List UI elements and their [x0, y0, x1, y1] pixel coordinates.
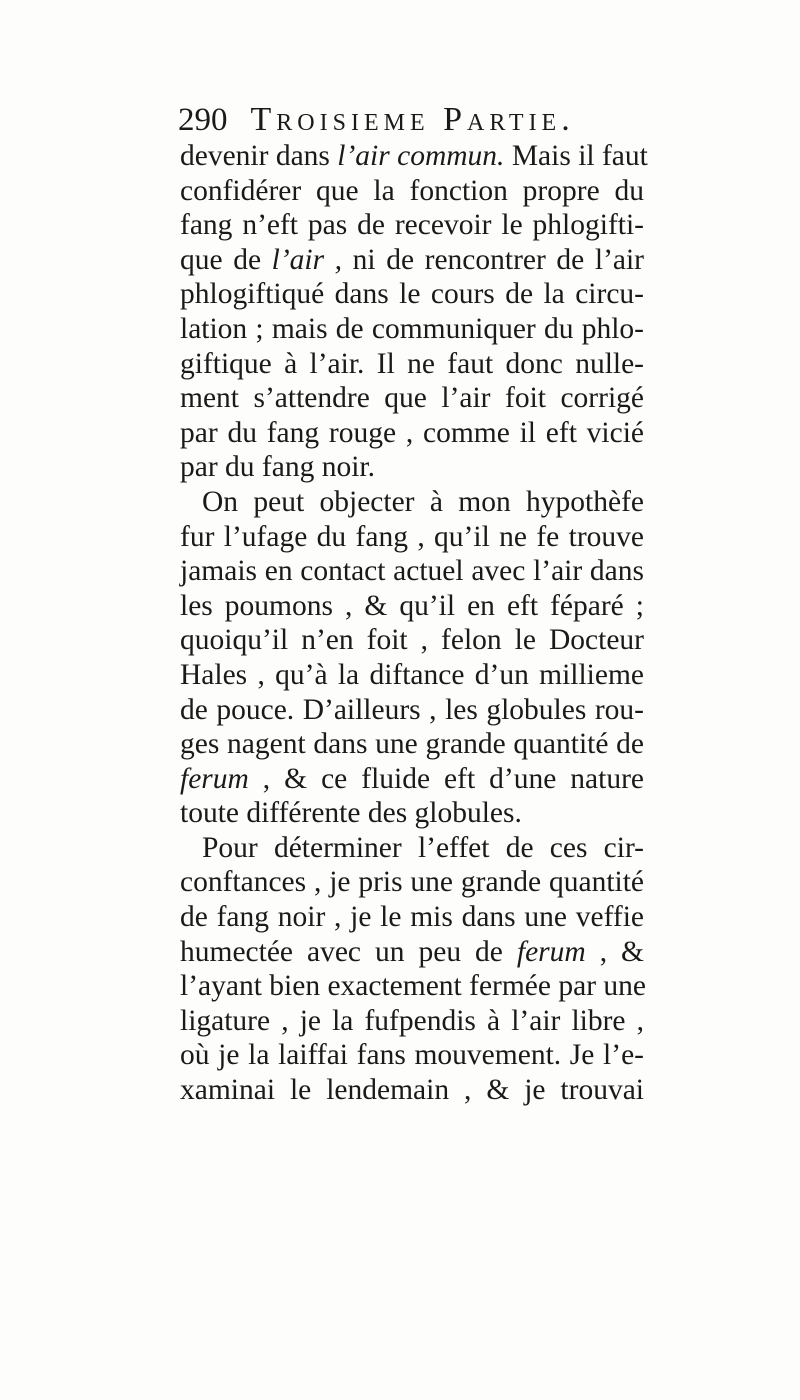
text-segment: toute différente des globules.	[180, 797, 522, 830]
text-segment: , & ce fluide eft d’une nature	[248, 762, 644, 795]
text-line	[180, 139, 648, 174]
text-segment: jamais en contact actuel avec l’air dans	[180, 555, 644, 588]
text-line	[180, 277, 644, 312]
text-segment: de fang noir , je le mis dans une veffie	[180, 901, 644, 934]
text-line	[180, 485, 644, 520]
text-line	[180, 347, 644, 382]
text-line	[180, 589, 644, 624]
text-segment: phlogiftiqué dans le cours de la circu-	[180, 278, 644, 311]
text-segment: Hales , qu’à la diftance d’un millieme	[180, 658, 644, 691]
text-line	[180, 796, 644, 831]
text-line	[180, 623, 644, 658]
text-segment: devenir dans	[180, 140, 338, 172]
text-segment: que de	[180, 243, 272, 276]
italic-text: ferum	[180, 762, 249, 795]
text-line	[180, 935, 644, 970]
text-segment: fur l’ufage du fang , qu’il ne fe trouve	[180, 520, 644, 553]
text-line	[180, 450, 644, 485]
text-line	[180, 174, 644, 209]
text-segment: confidérer que la fonction propre du	[180, 174, 644, 207]
page-number: 290	[178, 102, 228, 138]
text-segment: quoiqu’il n’en foit , felon le Docteur	[180, 624, 644, 657]
text-segment: , &	[585, 935, 644, 968]
text-segment: giftique à l’air. Il ne faut donc nulle-	[180, 347, 644, 380]
text-segment: humectée avec un peu de	[180, 935, 517, 968]
text-segment: de pouce. D’ailleurs , les globules rou-	[180, 693, 644, 726]
text-segment: fang n’eft pas de recevoir le phlogifti-	[180, 209, 644, 242]
italic-text: l’air ,	[271, 243, 343, 276]
text-segment: On peut objecter à mon hypothèfe	[202, 485, 644, 518]
text-line	[180, 865, 644, 900]
text-line	[180, 381, 644, 416]
text-segment: l’ayant bien exactement fermée par une	[180, 970, 647, 1003]
text-line	[180, 762, 644, 797]
text-line	[180, 416, 644, 451]
text-line	[180, 208, 644, 243]
text-line	[180, 900, 644, 935]
text-line	[180, 1038, 644, 1073]
text-segment: les poumons , & qu’il en eft féparé ;	[180, 589, 644, 622]
text-segment: Mais il faut	[504, 140, 648, 172]
text-segment: ni de rencontrer de l’air	[342, 243, 645, 276]
italic-text: ferum	[516, 935, 586, 968]
text-line	[180, 693, 644, 728]
text-line	[180, 727, 644, 762]
text-line	[180, 658, 644, 693]
page-header	[178, 96, 658, 140]
text-segment: ges nagent dans une grande quantité de	[180, 728, 644, 761]
text-segment: xaminai le lendemain , & je trouvai	[180, 1074, 644, 1107]
text-segment: conftances , je pris une grande quantité	[180, 866, 644, 899]
running-head: Troisieme Partie.	[250, 101, 575, 138]
text-line	[180, 243, 644, 278]
body-text	[180, 139, 648, 1108]
text-line	[180, 312, 644, 347]
text-line	[180, 554, 644, 589]
text-segment: ment s’attendre que l’air foit corrigé	[180, 382, 644, 415]
italic-text: l’air commun.	[337, 140, 505, 172]
text-segment: où je la laiffai fans mouvement. Je l’e-	[180, 1039, 644, 1072]
text-line	[180, 1073, 644, 1108]
text-segment: Pour déterminer l’effet de ces cir-	[202, 831, 644, 864]
text-line	[180, 969, 647, 1004]
text-line	[180, 1004, 644, 1039]
text-segment: par du fang rouge , comme il eft vicié	[180, 416, 644, 449]
text-line	[180, 831, 644, 866]
text-line	[180, 520, 644, 555]
text-segment: lation ; mais de communiquer du phlo-	[180, 312, 644, 345]
text-segment: par du fang noir.	[180, 451, 375, 484]
text-segment: ligature , je la fufpendis à l’air libre ,	[180, 1004, 644, 1037]
